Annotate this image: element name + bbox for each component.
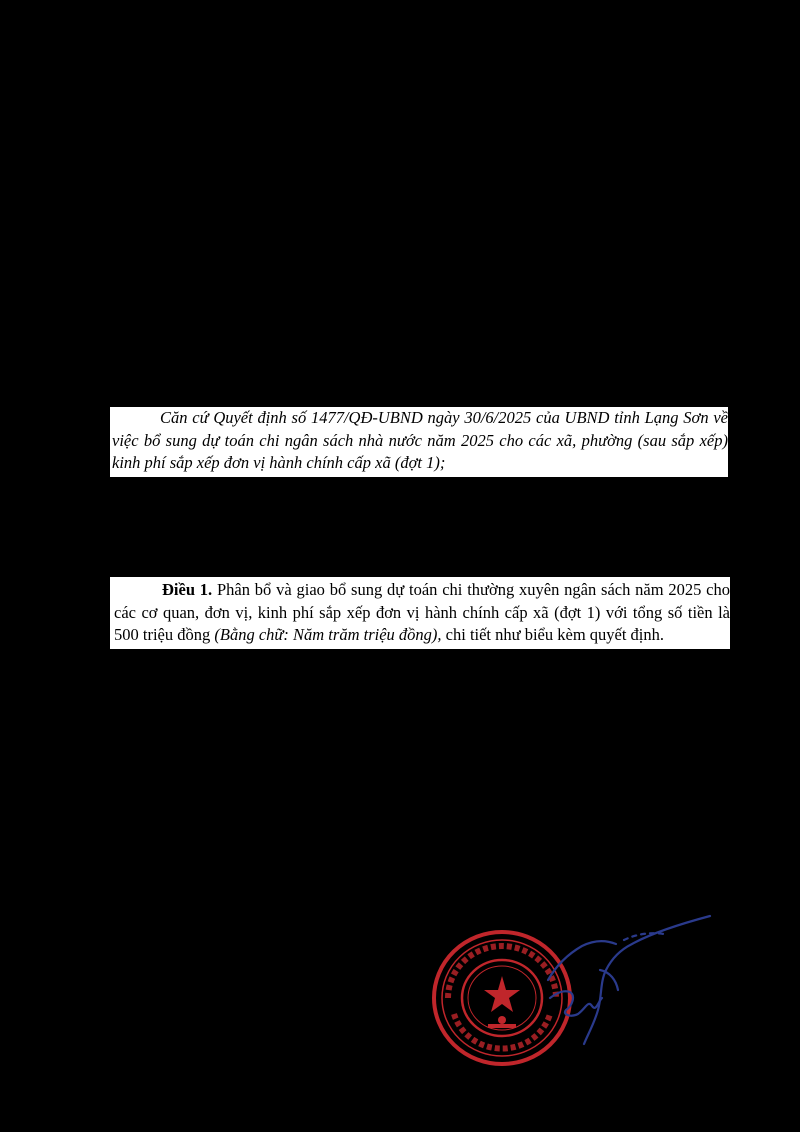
article-1-label: Điều 1. (162, 580, 213, 599)
legal-basis-paragraph (110, 407, 728, 477)
article-1-text: Phân bổ và giao bổ sung dự toán chi thường xuyên ngân sách năm 2025 cho các cơ quan, đơn vị, kinh phí sắp xếp đơn vị hành chính cấp xã (đợt 1) với tổng số tiền là 500 triệu đồng (114, 580, 731, 644)
amount-in-words: (Bằng chữ: Năm trăm triệu đồng), (214, 625, 442, 644)
signature-icon (540, 910, 720, 1050)
legal-basis-text: Căn cứ Quyết định số 1477/QĐ-UBND ngày 30/6/2025 của UBND tỉnh Lạng Sơn về việc bổ sung dự toán chi ngân sách nhà nước năm 2025 cho các xã, phường (sau sắp xếp) kinh phí sắp xếp đơn vị hành chính cấp xã (đợt 1); (112, 408, 728, 472)
article-1-text-end: chi tiết như biểu kèm quyết định. (441, 625, 665, 644)
article-1-paragraph (110, 577, 730, 649)
